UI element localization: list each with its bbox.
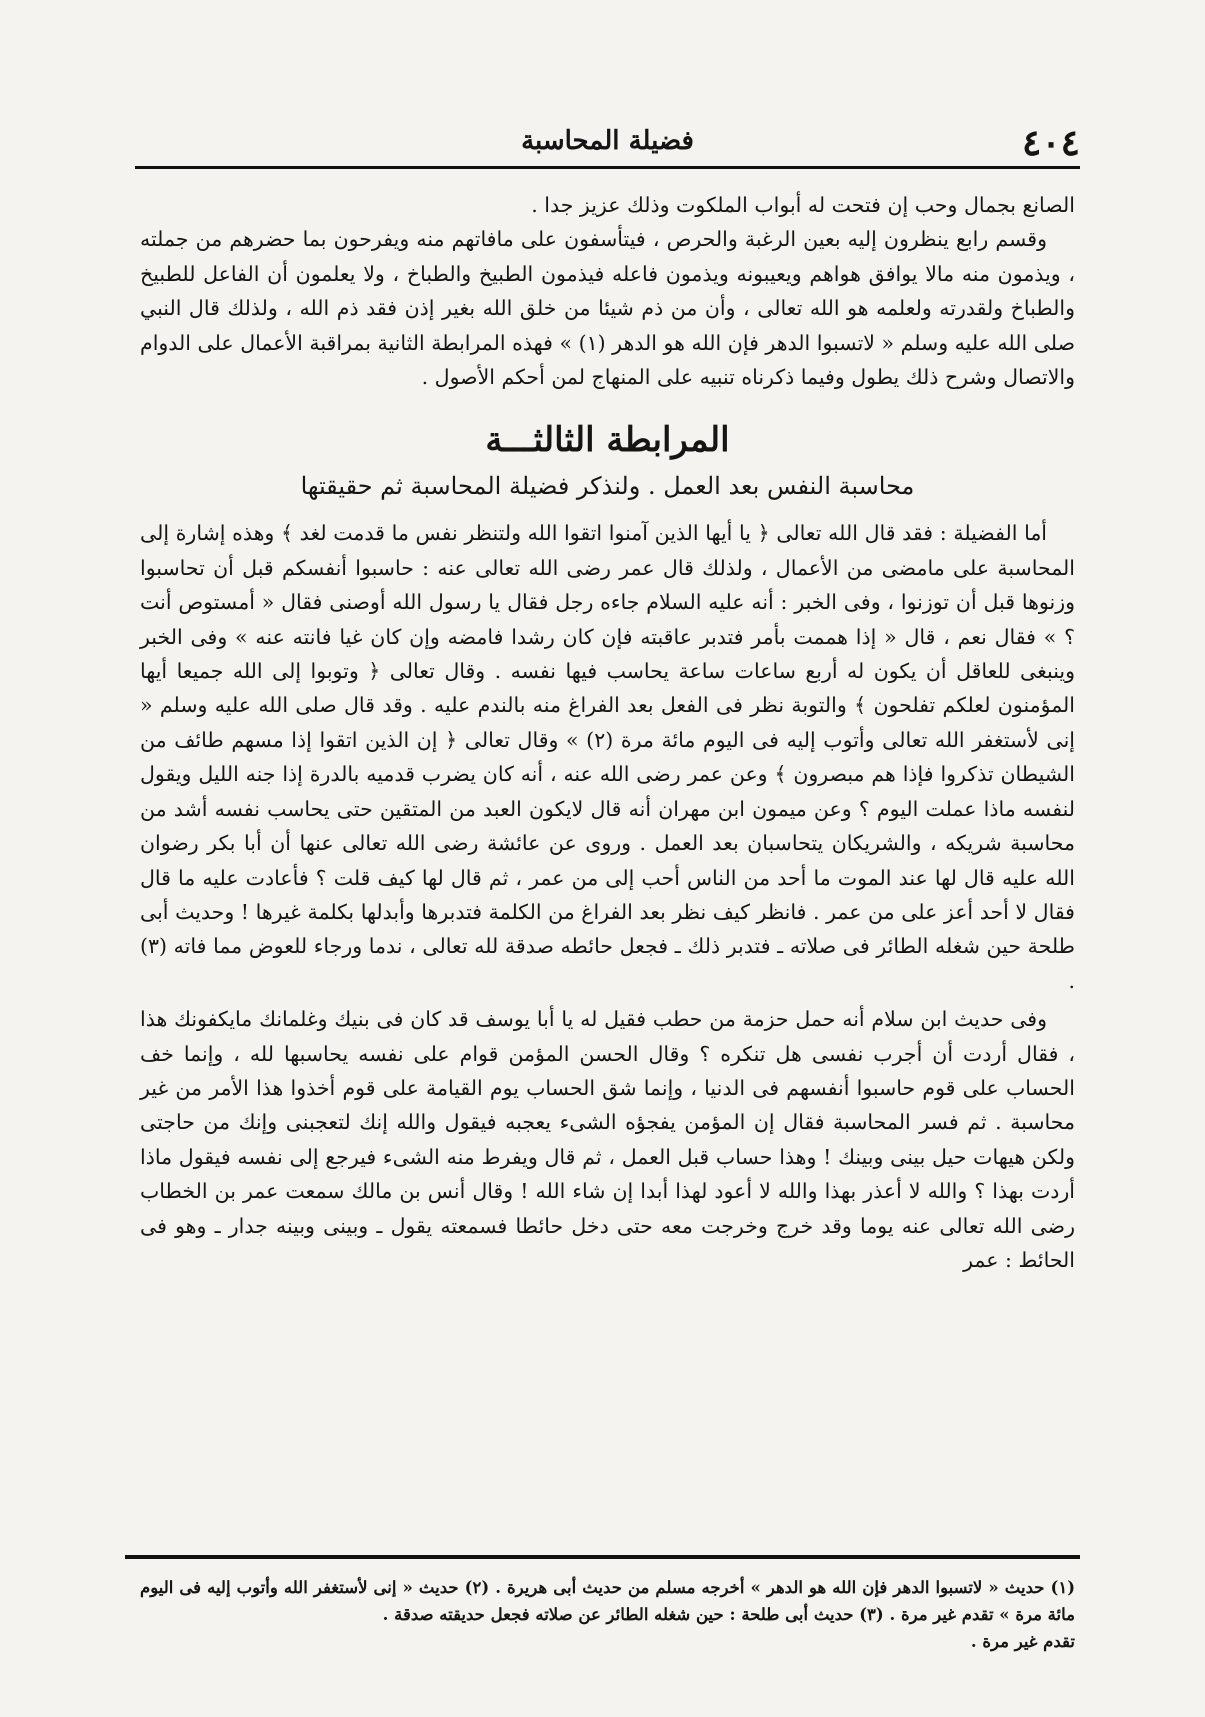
section-title: المرابطة الثالثـــة: [485, 420, 730, 461]
main-paragraph-2: وفى حديث ابن سلام أنه حمل حزمة من حطب فقيل له يا أبا يوسف قد كان فى بنيك وغلمانك مايكفونك هذا ، فقال أردت أن أجرب نفسى هل تنكره ؟ وقال الحسن المؤمن قوام على نفسه يحاسبها لله ، وإنما خف الحساب على قوم حاسبوا أنفسهم فى الدنيا ، وإنما شق الحساب يوم القيامة على قوم أخذوا هذا الأمر من غير محاسبة . ثم فسر المحاسبة فقال إن المؤمن يفجؤه الشىء يعجبه فيقول والله إنك لتعجبنى وإنك من حاجتى ولكن هيهات حيل بينى وبينك ! وهذا حساب قبل العمل ، ثم قال ويفرط منه الشىء فيرجع إلى نفسه فيقول ماذا أردت بهذا ؟ والله لا أعذر بهذا والله لا أعود لهذا أبدا إن شاء الله ! وقال أنس بن مالك سمعت عمر بن الخطاب رضى الله تعالى عنه يوما وقد خرج وخرجت معه حتى دخل حائطا فسمعته يقول ـ وبينى وبينه جدار ـ وهو فى الحائط : عمر: [140, 1007, 1075, 1272]
section-subtitle: محاسبة النفس بعد العمل . ولنذكر فضيلة المحاسبة ثم حقيقتها: [300, 472, 915, 501]
header-rule: [135, 166, 1080, 169]
page-header: [135, 118, 1080, 168]
intro-continuation: الصانع بجمال وحب إن فتحت له أبواب الملكوت وذلك عزيز جدا .: [531, 193, 1075, 217]
footnote-2: تقدم غير مرة .: [970, 1632, 1075, 1651]
main-paragraph-1: أما الفضيلة : فقد قال الله تعالى ﴿ يا أيها الذين آمنوا اتقوا الله ولتنظر نفس ما قدمت لغد ﴾ وهذه إشارة إلى المحاسبة على مامضى من الأعمال ، ولذلك قال عمر رضى الله تعالى عنه : حاسبوا أنفسكم قبل أن تحاسبوا وزنوها قبل أن توزنوا ، وفى الخبر : أنه عليه السلام جاءه رجل فقال يا رسول الله أوصنى فقال « أمستوص أنت ؟ » فقال نعم ، قال « إذا هممت بأمر فتدبر عاقبته فإن كان رشدا فامضه وإن كان غيا فانته عنه » وفى الخبر وينبغى للعاقل أن يكون له أربع ساعات ساعة يحاسب فيها نفسه . وقال تعالى ﴿ وتوبوا إلى الله جميعا أيها المؤمنون لعلكم تفلحون ﴾ والتوبة نظر فى الفعل بعد الفراغ منه بالندم عليه . وقد قال صلى الله عليه وسلم « إنى لأستغفر الله تعالى وأتوب إليه فى اليوم مائة مرة (٢) » وقال تعالى ﴿ إن الذين اتقوا إذا مسهم طائف من الشيطان تذكروا فإذا هم مبصرون ﴾ وعن عمر رضى الله عنه ، أنه كان يضرب قدميه بالدرة إذا جنه الليل ويقول لنفسه ماذا عملت اليوم ؟ وعن ميمون ابن مهران أنه قال لايكون العبد من المتقين حتى يحاسب نفسه أشد من محاسبة شريكه ، والشريكان يتحاسبان بعد العمل . وروى عن عائشة رضى الله تعالى عنها أن أبا بكر رضوان الله عليه قال لها عند الموت ما أحد من الناس أحب إلى من عمر ، ثم قال لها كيف قلت ؟ فأعادت عليه ما قال فقال لا أحد أعز على من عمر . فانظر كيف نظر بعد الفراغ من الكلمة فتدبرها وأبدلها بكلمة غيرها ! وحديث أبى طلحة حين شغله الطائر فى صلاته ـ فتدبر ذلك ـ فجعل حائطه صدقة لله تعالى ، ندما ورجاء للعوض مما فاته (٣) .: [140, 521, 1075, 993]
page-number: ٤٠٤: [1021, 122, 1080, 164]
intro-paragraph: وقسم رابع ينظرون إليه بعين الرغبة والحرص ، فيتأسفون على مافاتهم منه ويفرحون بما حضرهم من جملته ، ويذمون منه مالا يوافق هواهم ويعيبونه ويذمون فاعله فيذمون الطبيخ والطباخ ، ولا يعلمون أن الفاعل للطبيخ والطباخ ولقدرته ولعلمه هو الله تعالى ، وأن من ذم شيئا من خلق الله بغير إذن فقد ذم الله ، ولذلك قال النبي صلى الله عليه وسلم « لاتسبوا الدهر فإن الله هو الدهر (١) » فهذه المرابطة الثانية بمراقبة الأعمال على الدوام والاتصال وشرح ذلك يطول وفيما ذكرناه تنبيه على المنهاج لمن أحكم الأصول .: [140, 227, 1075, 390]
page-body: [140, 188, 1075, 1277]
footnote-1: (١) حديث « لاتسبوا الدهر فإن الله هو الدهر » أخرجه مسلم من حديث أبى هريرة . (٢) حديث « إنى لأستغفر الله وأتوب إليه فى اليوم مائة مرة » تقدم غير مرة . (٣) حديث أبى طلحة : حين شغله الطائر عن صلاته فجعل حديقته صدقة .: [140, 1578, 1076, 1624]
running-title: فضيلة المحاسبة: [521, 126, 694, 156]
footnote-rule: [125, 1555, 1080, 1559]
footnotes: [140, 1574, 1075, 1655]
